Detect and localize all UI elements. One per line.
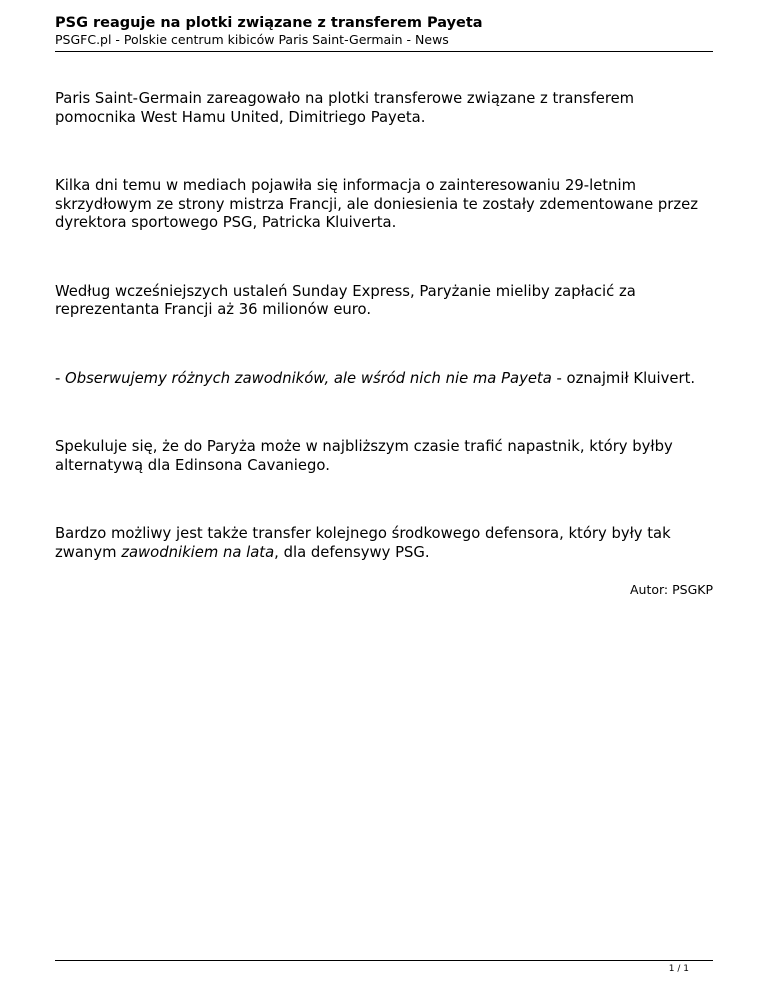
paragraph-6-after: , dla defensywy PSG. (274, 543, 430, 561)
site-subtitle: PSGFC.pl - Polskie centrum kibiców Paris Saint-Germain - News (55, 32, 449, 47)
page-footer (55, 960, 713, 975)
paragraph-3: Według wcześniejszych ustaleń Sunday Express, Paryżanie mieliby zapłacić za reprezentanta Francji aż 36 milionów euro. (55, 282, 636, 318)
article-title: PSG reaguje na plotki związane z transferem Payeta (55, 15, 483, 31)
paragraph-6 (55, 525, 713, 562)
page-number: 1 / 1 (668, 964, 689, 974)
paragraph-6-emphasis: zawodnikiem na lata (121, 543, 275, 561)
quote-text: Obserwujemy różnych zawodników, ale wśród nich nie ma Payeta (65, 369, 552, 387)
author-credit: Autor: PSGKP (629, 582, 713, 597)
paragraph-1: Paris Saint-Germain zareagowało na plotki transferowe związane z transferem pomocnika West Hamu United, Dimitriego Payeta. (55, 90, 635, 126)
paragraph-5: Spekuluje się, że do Paryża może w najbliższym czasie trafić napastnik, który byłby alternatywą dla Edinsona Cavaniego. (55, 438, 673, 474)
quote-suffix: - oznajmił Kluivert. (551, 369, 696, 387)
paragraph-6-before: Bardzo możliwy jest także transfer kolejnego środkowego defensora, który były tak zwanym (55, 525, 671, 561)
article-body (55, 90, 713, 598)
paragraph-2: Kilka dni temu w mediach pojawiła się informacja o zainteresowaniu 29-letnim skrzydłowym ze strony mistrza Francji, ale doniesienia te zostały zdementowane przez dyrektora sportowego PSG, Patricka Kluiverta. (55, 177, 698, 231)
page-header (55, 14, 713, 52)
quote-prefix: - (55, 369, 66, 387)
paragraph-4 (55, 370, 713, 389)
